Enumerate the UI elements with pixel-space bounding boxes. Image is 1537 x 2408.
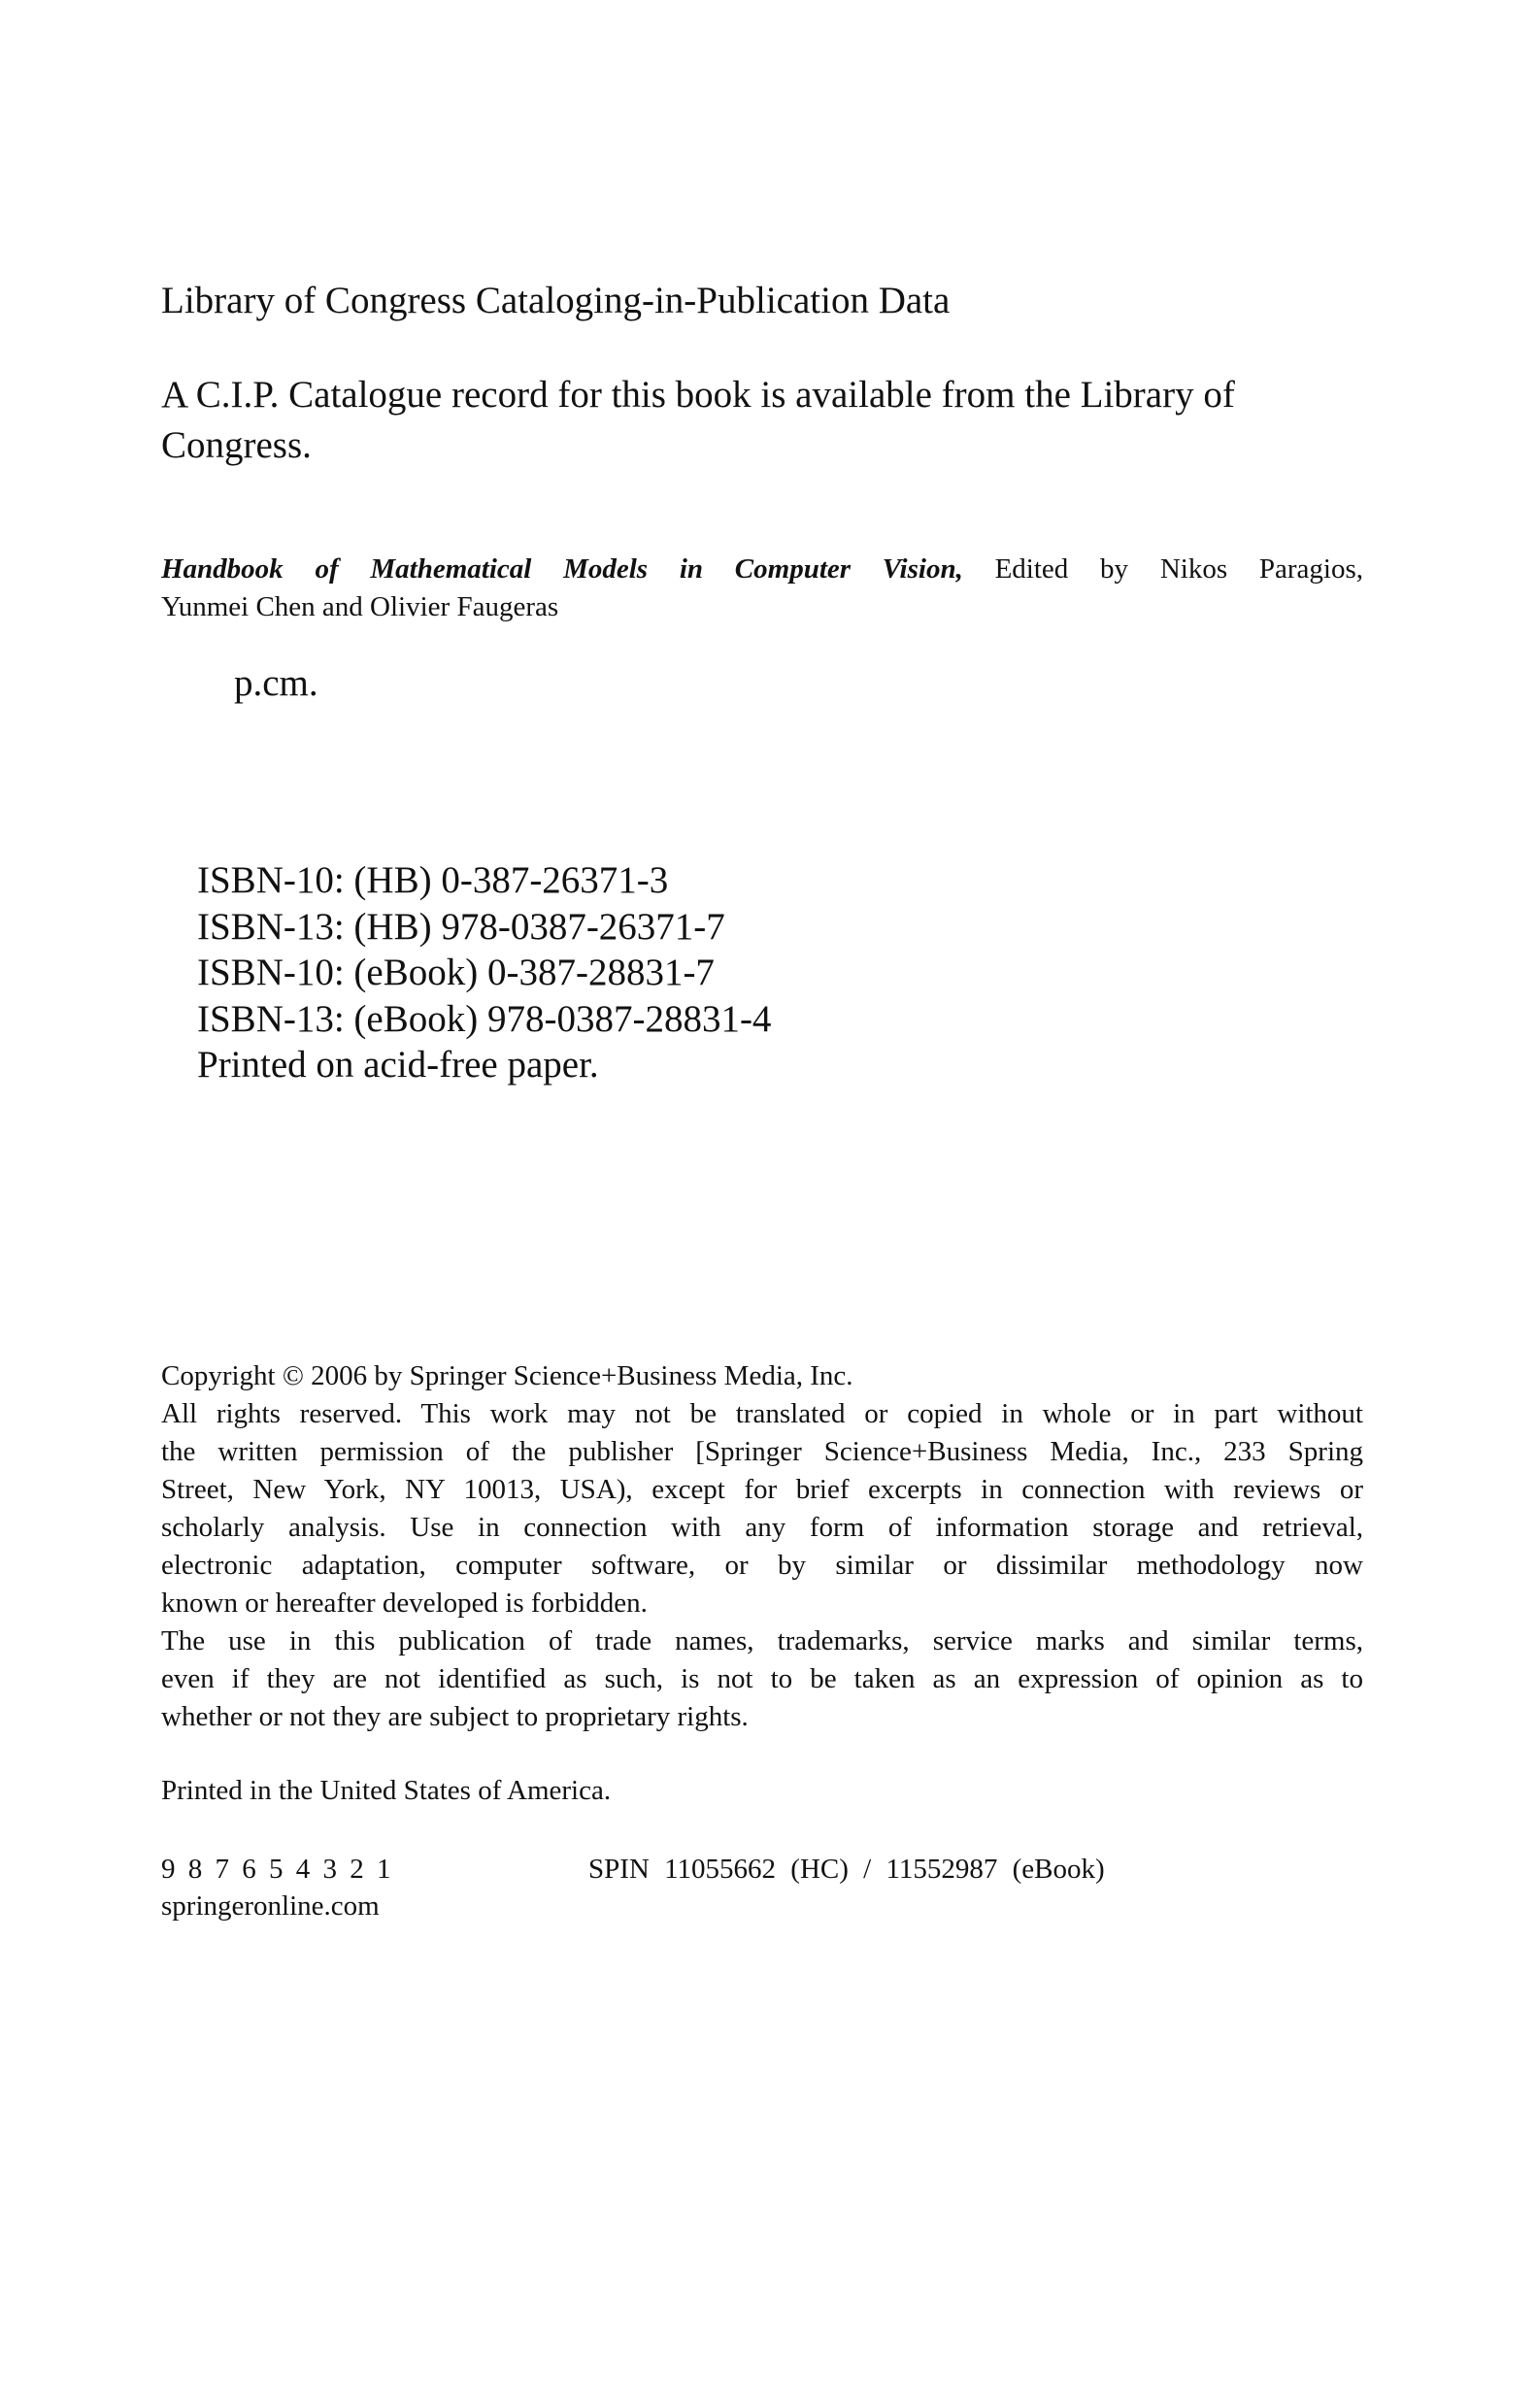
rights-line: the written permission of the publisher [Springer Science+Business Media, Inc., 233 Spring [161, 1436, 1363, 1467]
trademark-line: The use in this publication of trade names, trademarks, service marks and similar terms, [161, 1625, 1363, 1656]
book-citation [161, 551, 1363, 626]
cip-record-line: A C.I.P. Catalogue record for this book is available from the Library of [161, 374, 1235, 416]
isbn-line: ISBN-13: (HB) 978-0387-26371-7 [197, 905, 725, 948]
trademark-line: even if they are not identified as such, is not to be taken as an expression of opinion as to [161, 1663, 1363, 1694]
trademark-line: whether or not they are subject to proprietary rights. [161, 1701, 749, 1732]
isbn-list [197, 857, 771, 1088]
paper-note: Printed on acid-free paper. [197, 1044, 599, 1086]
copyright-line: Copyright © 2006 by Springer Science+Business Media, Inc. [161, 1360, 853, 1391]
rights-line: known or hereafter developed is forbidden. [161, 1588, 648, 1619]
cip-heading: Library of Congress Cataloging-in-Publication Data [161, 280, 951, 321]
rights-line: Street, New York, NY 10013, USA), except for brief excerpts in connection with reviews or [161, 1474, 1363, 1505]
isbn-line: ISBN-10: (HB) 0-387-26371-3 [197, 859, 669, 901]
spin-number: SPIN 11055662 (HC) / 11552987 (eBook) [588, 1854, 1105, 1885]
pcm: p.cm. [234, 662, 318, 704]
isbn-line: ISBN-13: (eBook) 978-0387-28831-4 [197, 997, 772, 1040]
editors: Edited by Nikos Paragios, [994, 553, 1363, 585]
rights-line: electronic adaptation, computer software, or by similar or dissimilar methodology now [161, 1550, 1363, 1581]
copyright-block [161, 1357, 1363, 1736]
rights-line: All rights reserved. This work may not be translated or copied in whole or in part without [161, 1398, 1363, 1429]
website: springeronline.com [161, 1890, 380, 1922]
cip-record-line: Congress. [161, 424, 312, 466]
book-title: Handbook of Mathematical Models in Computer Vision, [161, 553, 963, 585]
isbn-line: ISBN-10: (eBook) 0-387-28831-7 [197, 952, 715, 993]
rights-line: scholarly analysis. Use in connection with any form of information storage and retrieval, [161, 1512, 1363, 1543]
citation-line [161, 551, 1363, 588]
print-line: 9 8 7 6 5 4 3 2 1 [161, 1854, 391, 1885]
cip-record [161, 370, 1235, 471]
printed-in: Printed in the United States of America. [161, 1775, 612, 1806]
citation-line: Yunmei Chen and Olivier Faugeras [161, 591, 559, 622]
